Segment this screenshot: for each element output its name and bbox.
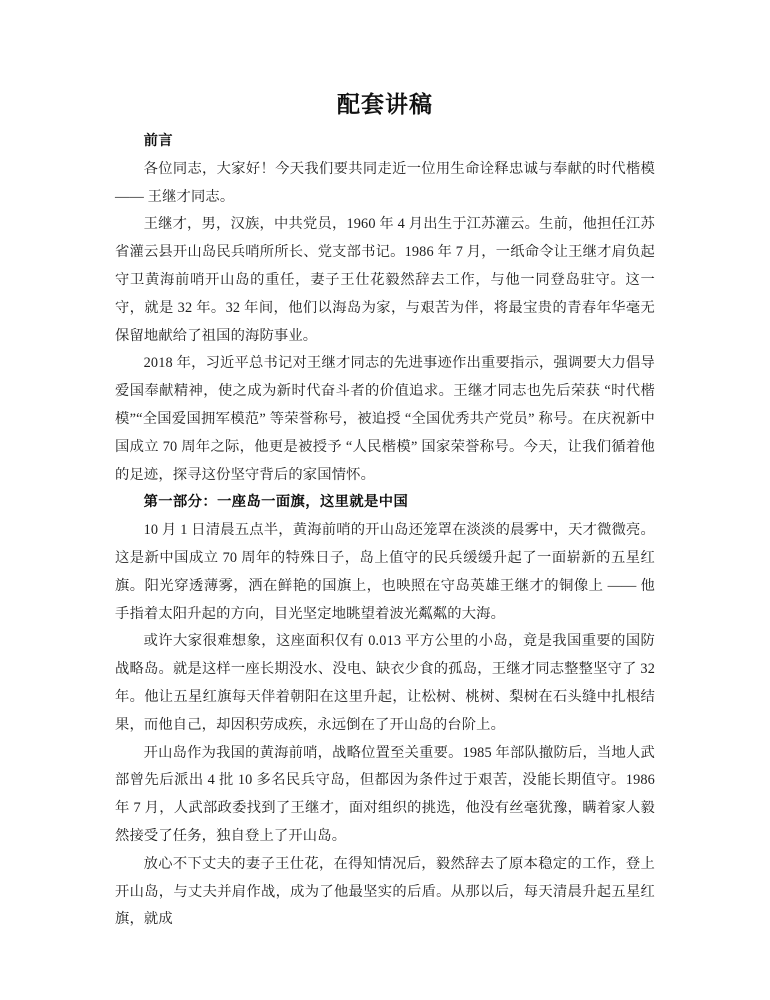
- section-heading-part-one: 第一部分：一座岛一面旗，这里就是中国: [143, 494, 409, 511]
- section-heading-preface: 前言: [143, 133, 173, 149]
- paragraph-strategic-post: 开山岛作为我国的黄海前哨，战略位置至关重要。1985 年部队撤防后，当地人武部曾先后派出 4 批 10 多名民兵守岛，但都因为条件过于艰苦，没能长期值守。1986 年 7 月，人武部政委找到了王继才，面对组织的挑选，他没有丝毫犹豫，瞒着家人毅然接受了任务，独自登上了开山岛。: [115, 744, 655, 844]
- paragraph-island-area: 或许大家很难想象，这座面积仅有 0.013 平方公里的小岛，竟是我国重要的国防战略岛。就是这样一座长期没水、没电、缺衣少食的孤岛，王继才同志整整坚守了 32 年。他让五星红旗每天伴着朝阳在这里升起，让松树、桃树、梨树在石头缝中扎根结果，而他自己，却因积劳成疾，永远倒在了开山岛的台阶上。: [115, 633, 655, 733]
- paragraph-flag-raising: 10 月 1 日清晨五点半，黄海前哨的开山岛还笼罩在淡淡的晨雾中，天才微微亮。这是新中国成立 70 周年的特殊日子，岛上值守的民兵缓缓升起了一面崭新的五星红旗。阳光穿透薄雾，洒在鲜艳的国旗上，也映照在守岛英雄王继才的铜像上 —— 他手指着太阳升起的方向，目光坚定地眺望着波光粼粼的大海。: [115, 522, 655, 622]
- paragraph-preface-greeting: 各位同志，大家好！今天我们要共同走近一位用生命诠释忠诚与奉献的时代楷模 —— 王继才同志。: [115, 160, 655, 205]
- document-body: [115, 128, 655, 934]
- page-title: 配套讲稿: [337, 92, 433, 117]
- paragraph-biography: 王继才，男，汉族，中共党员，1960 年 4 月出生于江苏灌云。生前，他担任江苏省灌云县开山岛民兵哨所所长、党支部书记。1986 年 7 月，一纸命令让王继才肩负起守卫黄海前哨开山岛的重任，妻子王仕花毅然辞去工作，与他一同登岛驻守。这一守，就是 32 年。32 年间，他们以海岛为家，与艰苦为伴，将最宝贵的青春年华毫无保留地献给了祖国的海防事业。: [115, 216, 655, 344]
- paragraph-honors: 2018 年，习近平总书记对王继才同志的先进事迹作出重要指示，强调要大力倡导爱国奉献精神，使之成为新时代奋斗者的价值追求。王继才同志也先后荣获 “时代楷模”“全国爱国拥军模范” 等荣誉称号，被追授 “全国优秀共产党员” 称号。在庆祝新中国成立 70 周年之际，他更是被授予 “人民楷模” 国家荣誉称号。今天，让我们循着他的足迹，探寻这份坚守背后的家国情怀。: [115, 355, 655, 483]
- paragraph-wife-joins: 放心不下丈夫的妻子王仕花，在得知情况后，毅然辞去了原本稳定的工作，登上开山岛，与丈夫并肩作战，成为了他最坚实的后盾。从那以后，每天清晨升起五星红旗，就成: [115, 855, 655, 928]
